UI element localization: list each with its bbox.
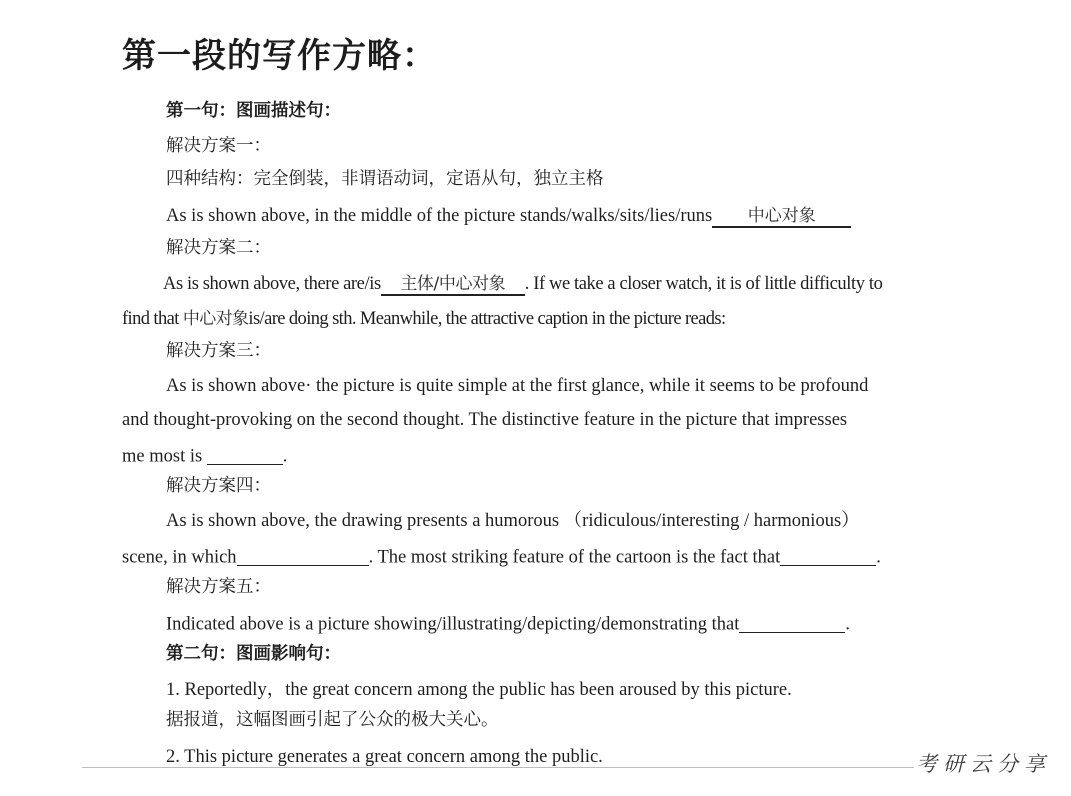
sentence2-item1-en: 1. Reportedly，the great concern among the public has been aroused by this picture. [166,680,792,700]
plan5-label: 解决方案五： [166,577,271,597]
plan4-line2a: scene, in which [122,547,237,568]
sentence2-item1-cn: 据报道，这幅图画引起了公众的极大关心。 [166,710,499,730]
plan3-line3-end: . [282,446,288,467]
plan1-label: 解决方案一： [166,136,271,156]
plan2-label: 解决方案二： [166,238,271,258]
plan5-end: . [845,614,850,635]
watermark: 考研云分享 [916,752,1051,776]
plan3-line3-text: me most is [122,446,203,467]
bottom-divider [82,767,914,768]
plan4-label: 解决方案四： [166,476,271,496]
plan2-text-b: . If we take a closer watch, it is of little difficulty to [524,274,883,294]
plan1-sentence [166,207,851,228]
plan5-text: Indicated above is a picture showing/illustrating/depicting/demonstrating that [166,614,740,635]
plan4-line1: As is shown above, the drawing presents a humorous （ridiculous/interesting / harmonious） [166,511,860,531]
plan4-line2b: . The most striking feature of the cartoon is the fact that [368,547,781,568]
plan2-handwritten-b: 中心对象 [182,309,249,329]
plan3-line3 [122,445,287,466]
plan5-line [166,613,850,634]
plan2-text-a: As is shown above, there are/is [163,274,381,294]
plan4-blank-b [780,546,876,566]
sentence2-heading: 第二句：图画影响句： [166,644,341,664]
plan2-text-d: is/are doing sth. Meanwhile, the attractive caption in the picture reads: [248,309,726,329]
plan1-handwritten-note: 中心对象 [712,207,851,228]
plan4-line2 [122,546,881,567]
plan3-blank [207,445,283,465]
sentence2-item2-en: 2. This picture generates a great concern among the public. [166,747,603,767]
plan2-line2 [122,310,726,329]
plan4-line2-end: . [876,547,881,568]
page-title: 第一段的写作方略： [122,36,437,76]
plan1-structures: 四种结构：完全倒装，非谓语动词，定语从句，独立主格 [166,169,604,189]
plan1-text: As is shown above, in the middle of the picture stands/walks/sits/lies/runs [166,206,713,226]
plan5-blank [739,613,845,633]
plan2-handwritten-a: 主体/中心对象 [381,275,525,296]
plan3-line1: As is shown above· the picture is quite simple at the first glance, while it seems to be profound [166,376,869,396]
plan2-text-c: find that [122,309,179,329]
plan2-line1 [163,275,882,296]
sentence1-heading: 第一句：图画描述句： [166,101,341,121]
plan3-label: 解决方案三： [166,341,271,361]
plan3-line2: and thought-provoking on the second thought. The distinctive feature in the picture that impresses [122,410,848,430]
plan4-blank-a [237,546,369,566]
